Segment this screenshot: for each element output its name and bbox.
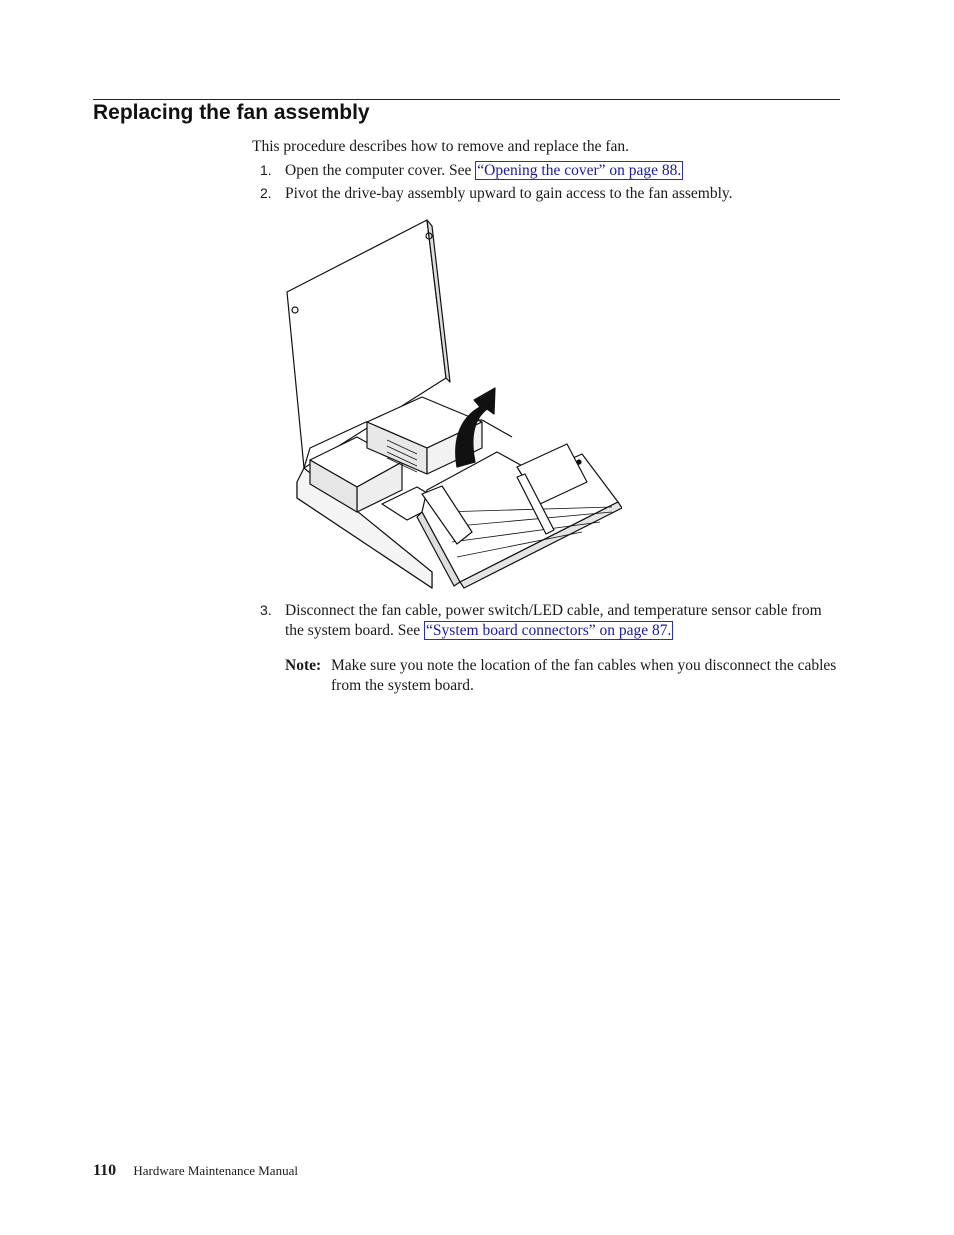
link-opening-the-cover[interactable]: “Opening the cover” on page 88.: [477, 162, 682, 179]
intro-text: This procedure describes how to remove and replace the fan.: [252, 138, 630, 155]
step-text-part: Open the computer cover. See: [285, 162, 476, 179]
step-number: 3.: [260, 602, 272, 618]
page-number: 110: [93, 1162, 117, 1179]
step-text: [285, 601, 837, 640]
link-system-board-connectors[interactable]: “System board connectors” on page 87.: [426, 621, 672, 639]
section-rule: [93, 99, 840, 100]
note-text: Make sure you note the location of the fan cables when you disconnect the cables from the system board.: [331, 657, 837, 694]
step-number: 1.: [260, 162, 272, 178]
step-text: [285, 161, 837, 181]
drive-bay-pivot-illustration: [282, 212, 622, 592]
page-footer: [93, 1162, 298, 1180]
section-title: Replacing the fan assembly: [93, 101, 370, 124]
note-label: Note:: [285, 657, 322, 674]
manual-title: Hardware Maintenance Manual: [133, 1163, 298, 1178]
step-text: Pivot the drive-bay assembly upward to gain access to the fan assembly.: [285, 185, 733, 202]
step-number: 2.: [260, 185, 272, 201]
step-text-part: Disconnect the fan cable, power switch/LED cable, and temperature sensor cable from the system board. See: [285, 602, 822, 639]
